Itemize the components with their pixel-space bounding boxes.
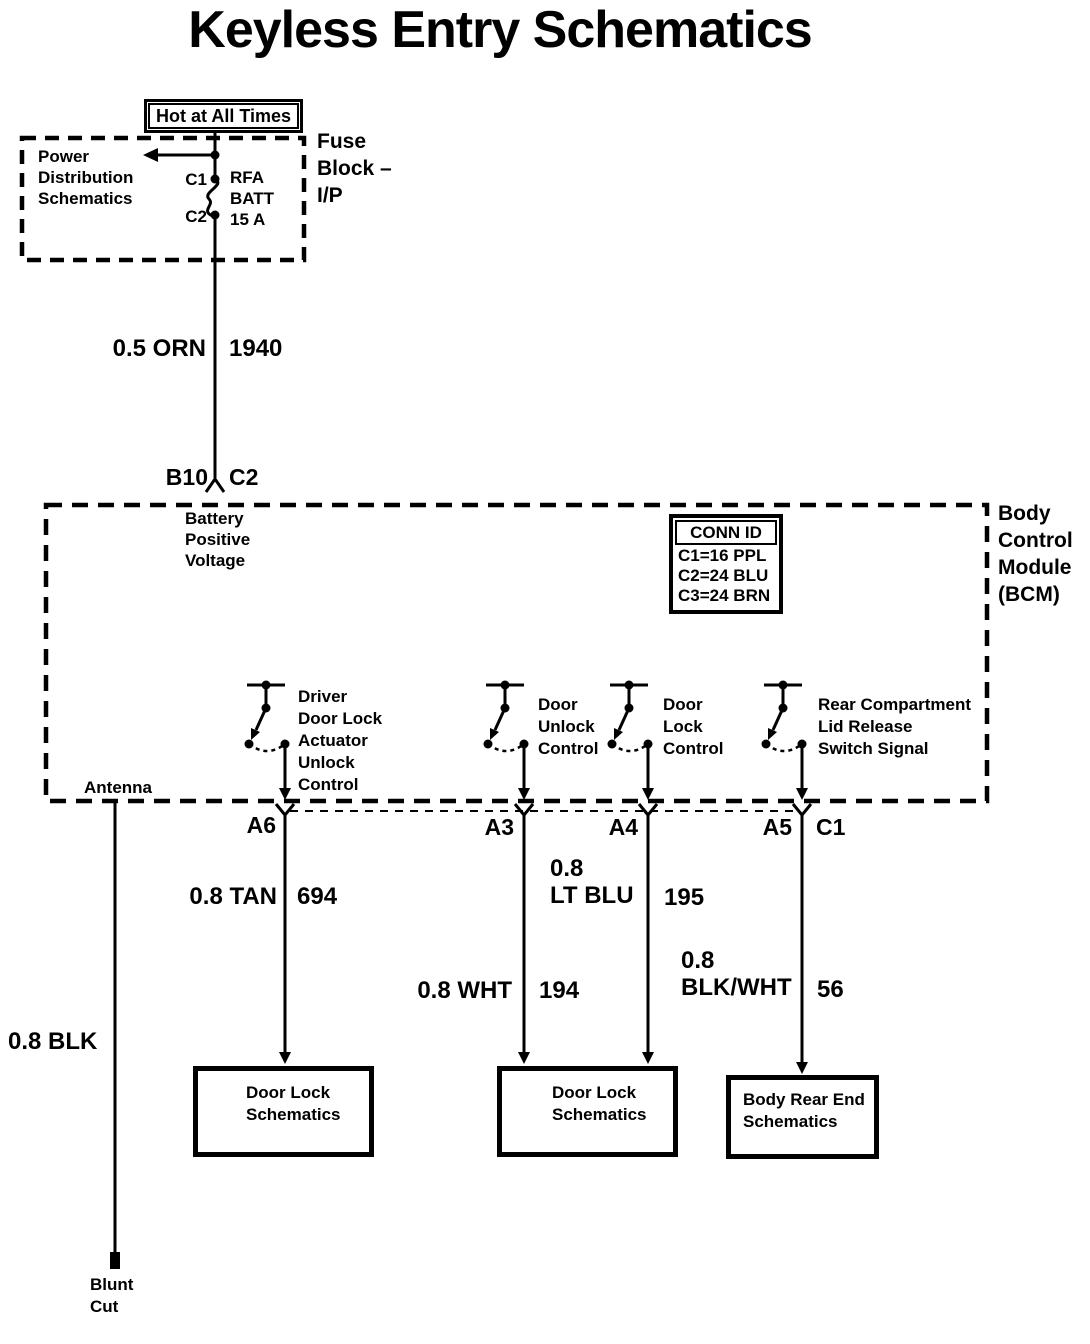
wire-orn-label: 0.5 ORN [112, 335, 206, 362]
conn-id-table [669, 514, 783, 614]
wire-blkwht-circuit: 56 [817, 976, 844, 1003]
fuse-pin-c2-label: C2 [185, 207, 207, 226]
switch-label-driver-door-lock: Driver Door Lock Actuator Unlock Control [298, 687, 383, 794]
pin-chevron-a4 [639, 804, 657, 815]
conn-id-row: C1=16 PPL [678, 546, 767, 565]
conn-id-header: CONN ID [675, 520, 777, 545]
wire-a3-wht [518, 815, 530, 1064]
target-box-door-lock-1 [193, 1066, 374, 1157]
target-box-body-rear-end [726, 1075, 879, 1159]
switch-symbol-rear-lid-release [762, 681, 809, 801]
power-distribution-arrow [143, 148, 215, 162]
wire-blkwht-label: 0.8 BLK/WHT [681, 947, 792, 1001]
antenna-wire-blk [110, 802, 120, 1269]
pin-a5-conn-label: C1 [816, 814, 846, 840]
wire-tan-circuit: 694 [297, 883, 338, 910]
wire-ltblu-circuit: 195 [664, 884, 705, 911]
blunt-cut-symbol [110, 1252, 120, 1269]
switch-label-door-lock: Door Lock Control [663, 695, 724, 758]
battery-positive-voltage-label: Battery Positive Voltage [185, 509, 251, 570]
diagram-title: Keyless Entry Schematics [188, 1, 812, 59]
target-box-door-lock-2 [497, 1066, 678, 1157]
target-box-label: Body Rear End Schematics [743, 1090, 865, 1131]
wire-tan-label: 0.8 TAN [189, 883, 277, 910]
wire-ltblu-label: 0.8 LT BLU [550, 855, 634, 909]
switch-symbol-door-unlock [484, 681, 531, 801]
switch-symbol-door-lock [608, 681, 655, 801]
wire-orn-circuit: 1940 [229, 335, 283, 362]
fuse-block-label: Fuse Block – I/P [317, 130, 392, 207]
pin-a6-label: A6 [246, 812, 276, 838]
wire-a4-ltblu [642, 815, 654, 1064]
conn-id-row: C2=24 BLU [678, 566, 769, 585]
bcm-label: Body Control Module (BCM) [998, 502, 1073, 606]
inline-connector-chevron-b10 [206, 479, 224, 492]
wire-a6-tan [279, 815, 291, 1064]
pin-chevron-a5 [793, 804, 811, 815]
fuse-name-label: RFA BATT 15 A [230, 168, 275, 229]
switch-label-rear-compartment: Rear Compartment Lid Release Switch Signal [818, 695, 972, 758]
wire-wht-circuit: 194 [539, 977, 580, 1004]
antenna-label: Antenna [84, 778, 152, 797]
connector-pin-b10-label: B10 [165, 464, 208, 490]
target-box-label: Door Lock Schematics [246, 1083, 341, 1124]
hot-at-all-times-tag [144, 99, 303, 133]
target-box-label: Door Lock Schematics [552, 1083, 647, 1124]
power-distribution-ref: Power Distribution Schematics [38, 147, 134, 208]
blunt-cut-label: Blunt Cut [90, 1275, 134, 1316]
hot-at-all-times-label: Hot at All Times [148, 103, 299, 129]
wire-blk-label: 0.8 BLK [8, 1028, 98, 1055]
switch-label-door-unlock: Door Unlock Control [538, 695, 599, 758]
wire-wht-label: 0.8 WHT [417, 977, 512, 1004]
wire-a5-blkwht [796, 815, 808, 1074]
fuse-pin-c1-label: C1 [185, 170, 207, 189]
switch-symbol-driver-door-unlock [245, 681, 292, 801]
pin-chevron-a6 [276, 804, 294, 815]
fuse-symbol [208, 179, 218, 216]
pin-chevron-a3 [515, 804, 533, 815]
pin-a5-label: A5 [762, 814, 792, 840]
conn-id-row: C3=24 BRN [678, 586, 771, 605]
pin-a3-label: A3 [484, 814, 514, 840]
pin-a4-label: A4 [608, 814, 638, 840]
connector-b10-conn-label: C2 [229, 464, 259, 490]
